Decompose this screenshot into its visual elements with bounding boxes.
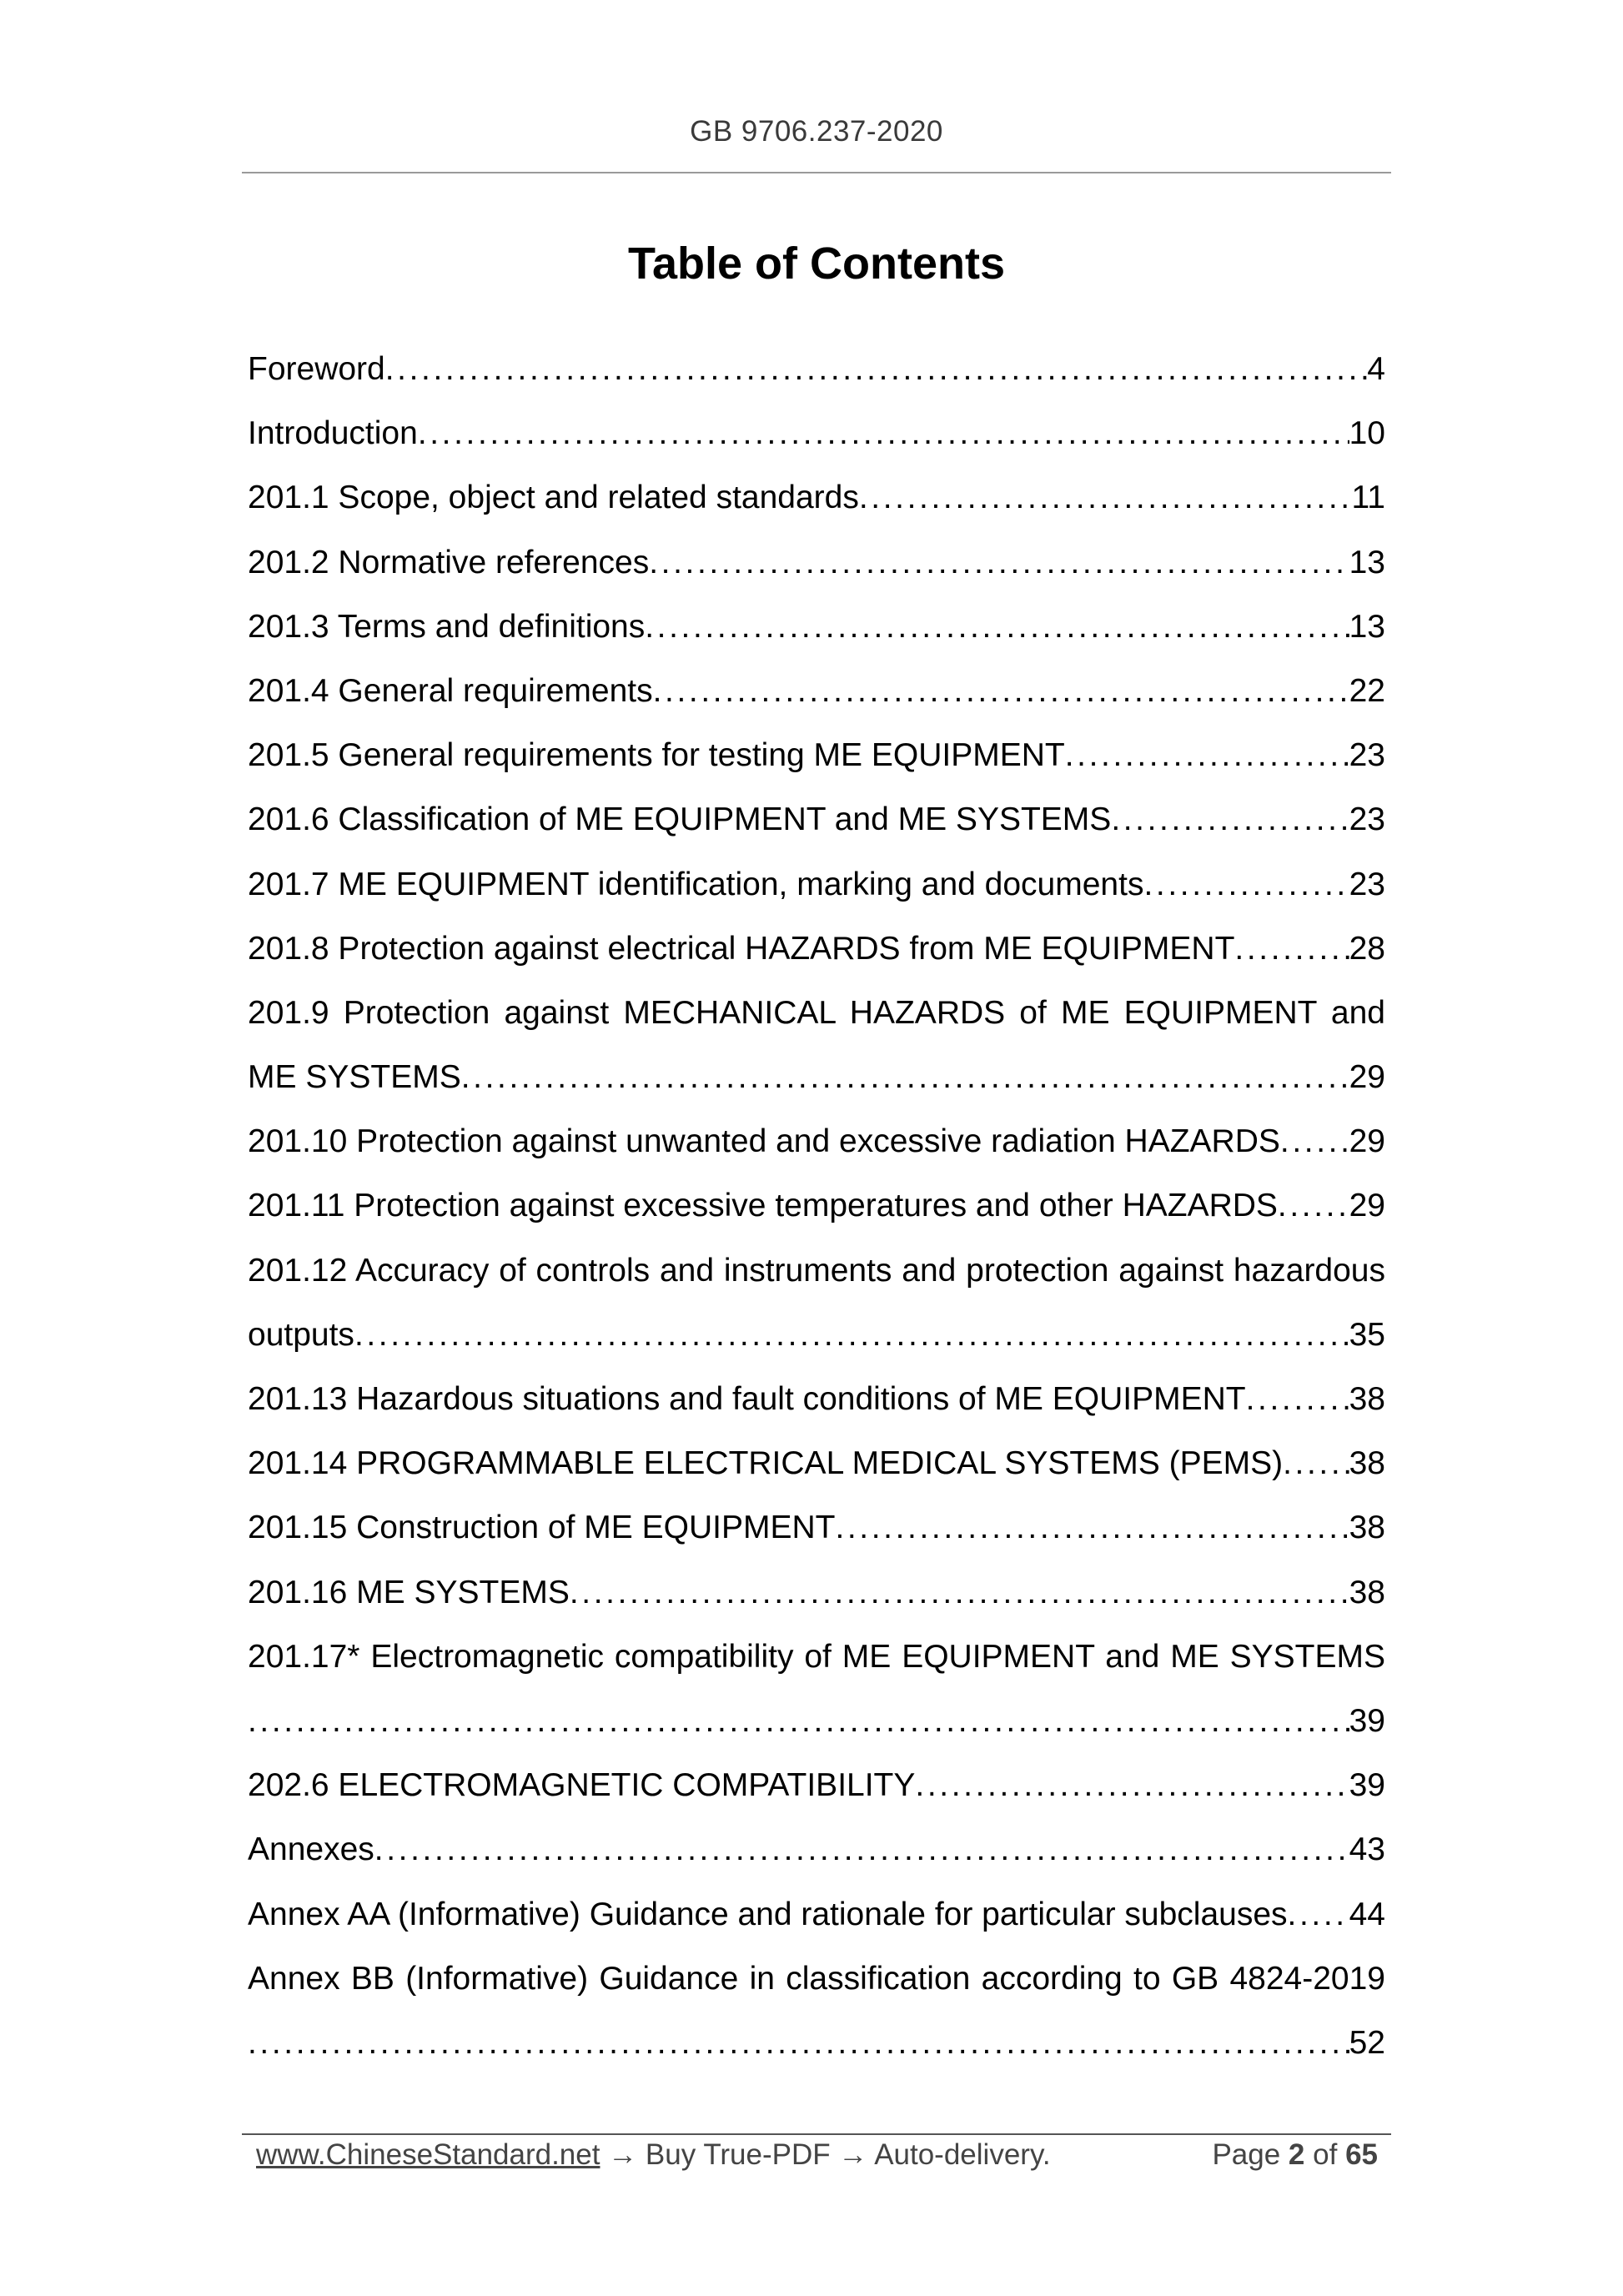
toc-entry-title: Foreword bbox=[248, 351, 385, 387]
website-link[interactable]: www.ChineseStandard.net bbox=[256, 2138, 600, 2171]
toc-entry-201-14[interactable] bbox=[248, 1431, 1385, 1495]
document-id-header: GB 9706.237-2020 bbox=[690, 115, 943, 148]
toc-entry-title: ME SYSTEMS bbox=[248, 1059, 461, 1096]
toc-page-number: 29 bbox=[1349, 1188, 1385, 1224]
toc-entry-title: 201.5 General requirements for testing ME EQUIPMENT bbox=[248, 737, 1065, 774]
toc-entry-title: 201.10 Protection against unwanted and excessive radiation HAZARDS bbox=[248, 1123, 1280, 1160]
toc-page-number: 22 bbox=[1349, 672, 1385, 709]
toc-entry-title: 201.15 Construction of ME EQUIPMENT bbox=[248, 1510, 836, 1546]
toc-entry-201-2[interactable] bbox=[248, 530, 1385, 595]
page-title: Table of Contents bbox=[628, 239, 1005, 289]
toc-page-number: 43 bbox=[1349, 1831, 1385, 1868]
toc-page-number: 38 bbox=[1349, 1510, 1385, 1546]
toc-entry-annex-bb-line1[interactable]: Annex BB (Informative) Guidance in classification according to GB 4824-2019 bbox=[248, 1960, 1385, 1997]
page-counter bbox=[1212, 2136, 1378, 2174]
toc-page-number: 38 bbox=[1349, 1445, 1385, 1482]
toc-entry-201-10[interactable] bbox=[248, 1109, 1385, 1173]
dot-leader bbox=[915, 1753, 1349, 1817]
toc-entry-201-17-line1[interactable]: 201.17* Electromagnetic compatibility of ME EQUIPMENT and ME SYSTEMS bbox=[248, 1638, 1385, 1675]
dot-leader bbox=[649, 530, 1349, 595]
header-divider bbox=[242, 172, 1391, 173]
footer-divider bbox=[242, 2133, 1391, 2135]
dot-leader bbox=[570, 1560, 1349, 1625]
toc-page-number: 39 bbox=[1349, 1702, 1385, 1739]
toc-page-number: 52 bbox=[1349, 2024, 1385, 2061]
dot-leader bbox=[248, 1689, 1349, 1753]
toc-page-number: 10 bbox=[1349, 415, 1385, 452]
toc-entry-annex-aa[interactable] bbox=[248, 1882, 1385, 1947]
toc-entry-title: 201.11 Protection against excessive temperatures and other HAZARDS bbox=[248, 1188, 1278, 1224]
toc-entry-201-11[interactable] bbox=[248, 1173, 1385, 1238]
toc-entry-foreword[interactable] bbox=[248, 337, 1385, 401]
toc-entry-title: Annex AA (Informative) Guidance and rationale for particular subclauses bbox=[248, 1896, 1288, 1932]
toc-page-number: 11 bbox=[1351, 480, 1385, 516]
toc-entry-annexes[interactable] bbox=[248, 1817, 1385, 1882]
toc-entry-201-13[interactable] bbox=[248, 1367, 1385, 1431]
toc-entry-title: 201.2 Normative references bbox=[248, 544, 650, 580]
dot-leader bbox=[418, 401, 1349, 465]
page-footer bbox=[256, 2136, 1378, 2174]
toc-entry-201-12[interactable] bbox=[248, 1303, 1385, 1367]
toc-entry-201-12-line1[interactable]: 201.12 Accuracy of controls and instruments and protection against hazardous bbox=[248, 1252, 1385, 1289]
arrow-icon: → bbox=[600, 2138, 646, 2171]
toc-page-number: 13 bbox=[1349, 544, 1385, 580]
toc-page-number: 35 bbox=[1349, 1316, 1385, 1353]
dot-leader bbox=[1065, 723, 1349, 787]
toc-entry-201-5[interactable] bbox=[248, 723, 1385, 787]
toc-entry-201-15[interactable] bbox=[248, 1495, 1385, 1560]
table-of-contents bbox=[248, 337, 1385, 2075]
toc-page-number: 4 bbox=[1367, 351, 1385, 387]
auto-delivery-text: Auto-delivery. bbox=[874, 2138, 1051, 2171]
toc-page-number: 29 bbox=[1349, 1123, 1385, 1160]
dot-leader bbox=[1234, 917, 1349, 981]
footer-promo bbox=[256, 2136, 1051, 2174]
toc-entry-title: 201.8 Protection against electrical HAZARDS from ME EQUIPMENT bbox=[248, 930, 1235, 967]
toc-entry-201-9[interactable] bbox=[248, 1045, 1385, 1109]
toc-entry-title: Annexes bbox=[248, 1831, 374, 1868]
toc-page-number: 23 bbox=[1349, 737, 1385, 774]
toc-entry-introduction[interactable] bbox=[248, 401, 1385, 465]
toc-page-number: 44 bbox=[1349, 1896, 1385, 1932]
toc-entry-title: 201.14 PROGRAMMABLE ELECTRICAL MEDICAL SYSTEMS (PEMS) bbox=[248, 1445, 1284, 1482]
dot-leader bbox=[1288, 1882, 1349, 1947]
arrow-icon: → bbox=[830, 2138, 875, 2171]
toc-page-number: 29 bbox=[1349, 1059, 1385, 1096]
dot-leader bbox=[653, 659, 1349, 723]
toc-entry-annex-bb[interactable] bbox=[248, 2011, 1385, 2075]
toc-entry-title: 201.6 Classification of ME EQUIPMENT and ME SYSTEMS bbox=[248, 801, 1112, 838]
toc-entry-201-8[interactable] bbox=[248, 917, 1385, 981]
dot-leader bbox=[1246, 1367, 1349, 1431]
toc-entry-title: 201.1 Scope, object and related standards bbox=[248, 480, 859, 516]
toc-entry-201-6[interactable] bbox=[248, 787, 1385, 852]
toc-page-number: 39 bbox=[1349, 1767, 1385, 1804]
toc-entry-202-6[interactable] bbox=[248, 1753, 1385, 1817]
toc-page-number: 38 bbox=[1349, 1381, 1385, 1417]
dot-leader bbox=[1111, 787, 1349, 852]
dot-leader bbox=[859, 465, 1352, 530]
toc-page-number: 23 bbox=[1349, 801, 1385, 838]
toc-entry-201-3[interactable] bbox=[248, 595, 1385, 659]
toc-entry-title: 201.7 ME EQUIPMENT identification, marking and documents bbox=[248, 866, 1144, 902]
toc-entry-title: outputs bbox=[248, 1316, 354, 1353]
page-label: Page bbox=[1212, 2138, 1281, 2171]
toc-entry-201-17[interactable] bbox=[248, 1689, 1385, 1753]
toc-page-number: 38 bbox=[1349, 1574, 1385, 1610]
dot-leader bbox=[645, 595, 1349, 659]
dot-leader bbox=[461, 1045, 1349, 1109]
dot-leader bbox=[1280, 1109, 1349, 1173]
dot-leader bbox=[354, 1303, 1349, 1367]
total-pages-number: 65 bbox=[1345, 2138, 1378, 2171]
dot-leader bbox=[1278, 1173, 1349, 1238]
toc-entry-201-7[interactable] bbox=[248, 852, 1385, 917]
toc-entry-title: 201.16 ME SYSTEMS bbox=[248, 1574, 570, 1610]
toc-page-number: 28 bbox=[1349, 930, 1385, 967]
current-page-number: 2 bbox=[1288, 2138, 1305, 2171]
buy-pdf-text: Buy True-PDF bbox=[645, 2138, 831, 2171]
toc-entry-title: Introduction bbox=[248, 415, 418, 452]
toc-entry-201-4[interactable] bbox=[248, 659, 1385, 723]
dot-leader bbox=[835, 1495, 1349, 1560]
dot-leader bbox=[1143, 852, 1349, 917]
toc-entry-201-9-line1[interactable]: 201.9 Protection against MECHANICAL HAZARDS of ME EQUIPMENT and bbox=[248, 994, 1385, 1031]
dot-leader bbox=[1283, 1431, 1349, 1495]
toc-entry-title: 201.3 Terms and definitions bbox=[248, 608, 646, 645]
of-label: of bbox=[1313, 2138, 1338, 2171]
toc-entry-title: 201.13 Hazardous situations and fault conditions of ME EQUIPMENT bbox=[248, 1381, 1246, 1417]
dot-leader bbox=[385, 337, 1368, 401]
toc-entry-title: 202.6 ELECTROMAGNETIC COMPATIBILITY bbox=[248, 1767, 916, 1804]
dot-leader bbox=[248, 2011, 1349, 2075]
toc-page-number: 13 bbox=[1349, 608, 1385, 645]
toc-entry-201-1[interactable] bbox=[248, 465, 1385, 530]
toc-entry-title: 201.4 General requirements bbox=[248, 672, 653, 709]
toc-entry-201-16[interactable] bbox=[248, 1560, 1385, 1625]
dot-leader bbox=[374, 1817, 1349, 1882]
toc-page-number: 23 bbox=[1349, 866, 1385, 902]
